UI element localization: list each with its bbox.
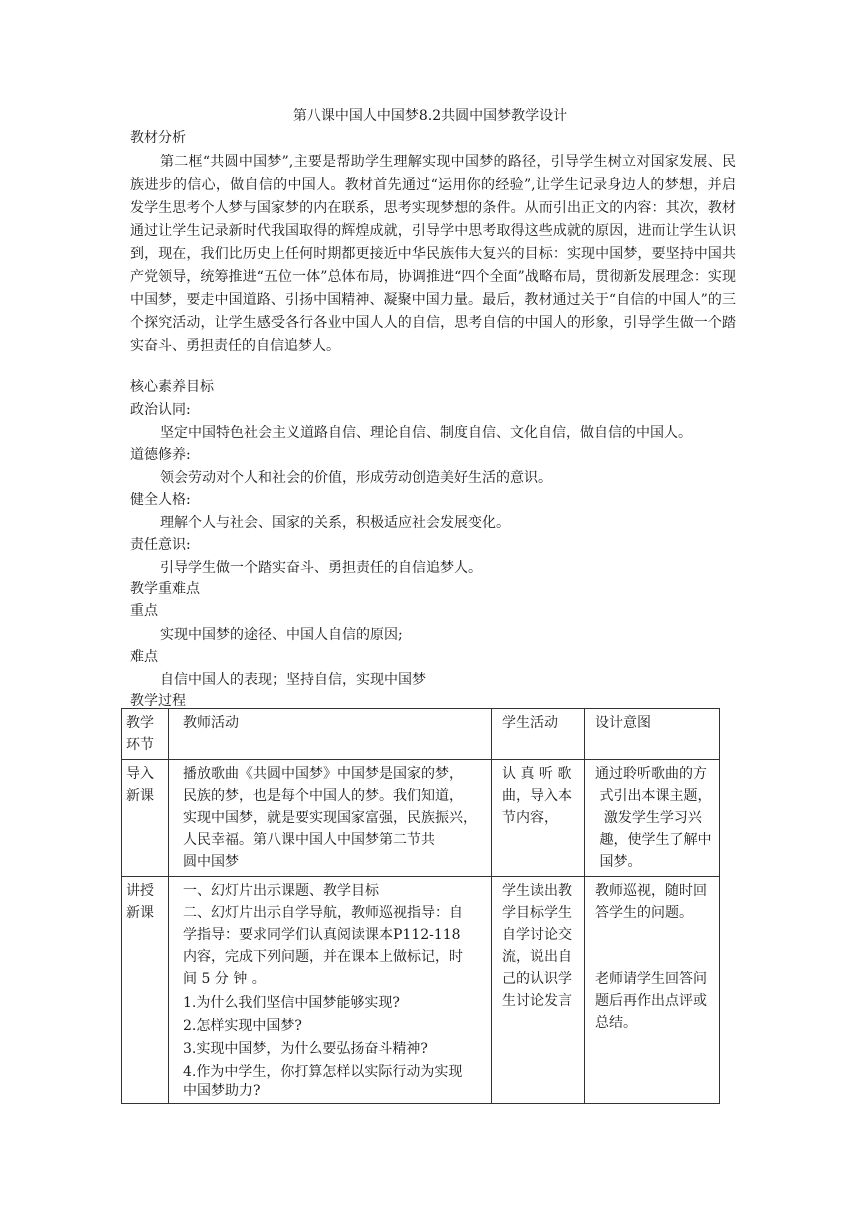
header-teacher-cell: 教师活动 [169,709,492,760]
question-4-cont: 中国梦助力? [183,1083,261,1099]
intro-stage-cell: 导入 新课 [122,760,169,877]
intro-intent-cell: 通过聆听歌曲的方 式引出本课主题， 激发学生学习兴 趣，使学生了解中 国梦。 [585,760,720,877]
table-header-row [122,709,720,760]
table-row-lecture [122,877,720,1104]
lecture-teacher-cell: 一、幻灯片出示课题、教学目标 二、幻灯片出示自学导航，教师巡视指导：自 学指导：要求同学们认真阅读课本P112-118 内容，完成下列问题，并在课本上做标记，时 间 5 分 钟 。 1.为什么我们坚信中国梦能够实现? 2.怎样实现中国梦? 3.实现中国梦，为什么要弘扬奋斗精神? 4.作为中学生，你打算怎样以实际行动为实现 中国梦助力? [169,877,492,1104]
lecture-intent-cell: 教师巡视，随时回 答学生的问题。 老师请学生回答问 题后再作出点评或 总结。 [585,877,720,1104]
key-points-heading: 教学重难点 [130,581,200,597]
goal-text-political: 坚定中国特色社会主义道路自信、理论自信、制度自信、文化自信，做自信的中国人。 [160,425,692,441]
material-analysis-text: 第二框“共圆中国梦”,主要是帮助学生理解实现中国梦的路径，引导学生树立对国家发展、民族进步的信心，做自信的中国人。教材首先通过“运用你的经验”,让学生记录身边人的梦想，并启发学生思考个人梦与国家梦的内在联系，思考实现梦想的条件。从而引出正文的内容：其次，教材通过让学生记录新时代我国取得的辉煌成就，引导学中思考取得这些成就的原因，进而让学生认识到，现在，我们比历史上任何时期都更接近中华民族伟大复兴的目标：实现中国梦，要坚持中国共产党领导，统筹推进“五位一体”总体布局，协调推进“四个全面”战略布局，贯彻新发展理念：实现中国梦，要走中国道路、引扬中国精神、凝聚中国力量。最后，教材通过关于“自信的中国人”的三个探究活动，让学生感受各行各业中国人人的自信，思考自信的中国人的形象，引导学生做一个踏实奋斗、勇担责任的自信追梦人。 [130,154,736,354]
table-row-intro [122,760,720,877]
document-title: 第八课中国人中国梦8.2共圆中国梦教学设计 [292,108,568,124]
teaching-process-table [121,708,720,1104]
lecture-student-cell: 学生读出教 学目标学生 自学讨论交 流，说出自 己的认识学 生讨论发言 [492,877,585,1104]
process-heading: 教学过程 [130,693,186,709]
goal-label-personality: 健全人格: [130,492,191,508]
goal-label-moral: 道德修养: [130,447,191,463]
core-goals-heading: 核心素养目标 [130,379,214,395]
key-point-text: 实现中国梦的途径、中国人自信的原因; [160,627,403,643]
question-2: 2.怎样实现中国梦? [183,1018,302,1034]
header-intent-cell: 设计意图 [585,709,720,760]
header-stage-cell: 教学 环节 [122,709,169,760]
header-student-cell: 学生活动 [492,709,585,760]
goal-text-personality: 理解个人与社会、国家的关系，积极适应社会发展变化。 [160,515,510,531]
goal-text-moral: 领会劳动对个人和社会的价值，形成劳动创造美好生活的意识。 [160,470,552,486]
goal-text-responsibility: 引导学生做一个踏实奋斗、勇担责任的自信追梦人。 [160,560,482,576]
difficult-point-text: 自信中国人的表现；坚持自信，实现中国梦 [160,672,426,688]
goal-label-responsibility: 责任意识: [130,537,191,553]
lecture-stage-cell: 讲授 新课 [122,877,169,1104]
intro-teacher-cell: 播放歌曲《共圆中国梦》中国梦是国家的梦， 民族的梦，也是每个中国人的梦。我们知道， 实现中国梦，就是要实现国家富强，民族振兴， 人民幸福。第八课中国人中国梦第二节共 圆中国梦 [169,760,492,877]
difficult-point-label: 难点 [130,649,158,665]
material-analysis-heading: 教材分析 [130,130,186,146]
intro-student-cell: 认 真 听 歌 曲，导入本 节内容， [492,760,585,877]
question-1: 1.为什么我们坚信中国梦能够实现? [183,995,400,1011]
goal-label-political: 政治认同: [130,402,191,418]
key-point-label: 重点 [130,603,158,619]
question-4: 4.作为中学生，你打算怎样以实际行动为实现 [183,1064,463,1080]
question-3: 3.实现中国梦，为什么要弘扬奋斗精神? [183,1041,428,1057]
